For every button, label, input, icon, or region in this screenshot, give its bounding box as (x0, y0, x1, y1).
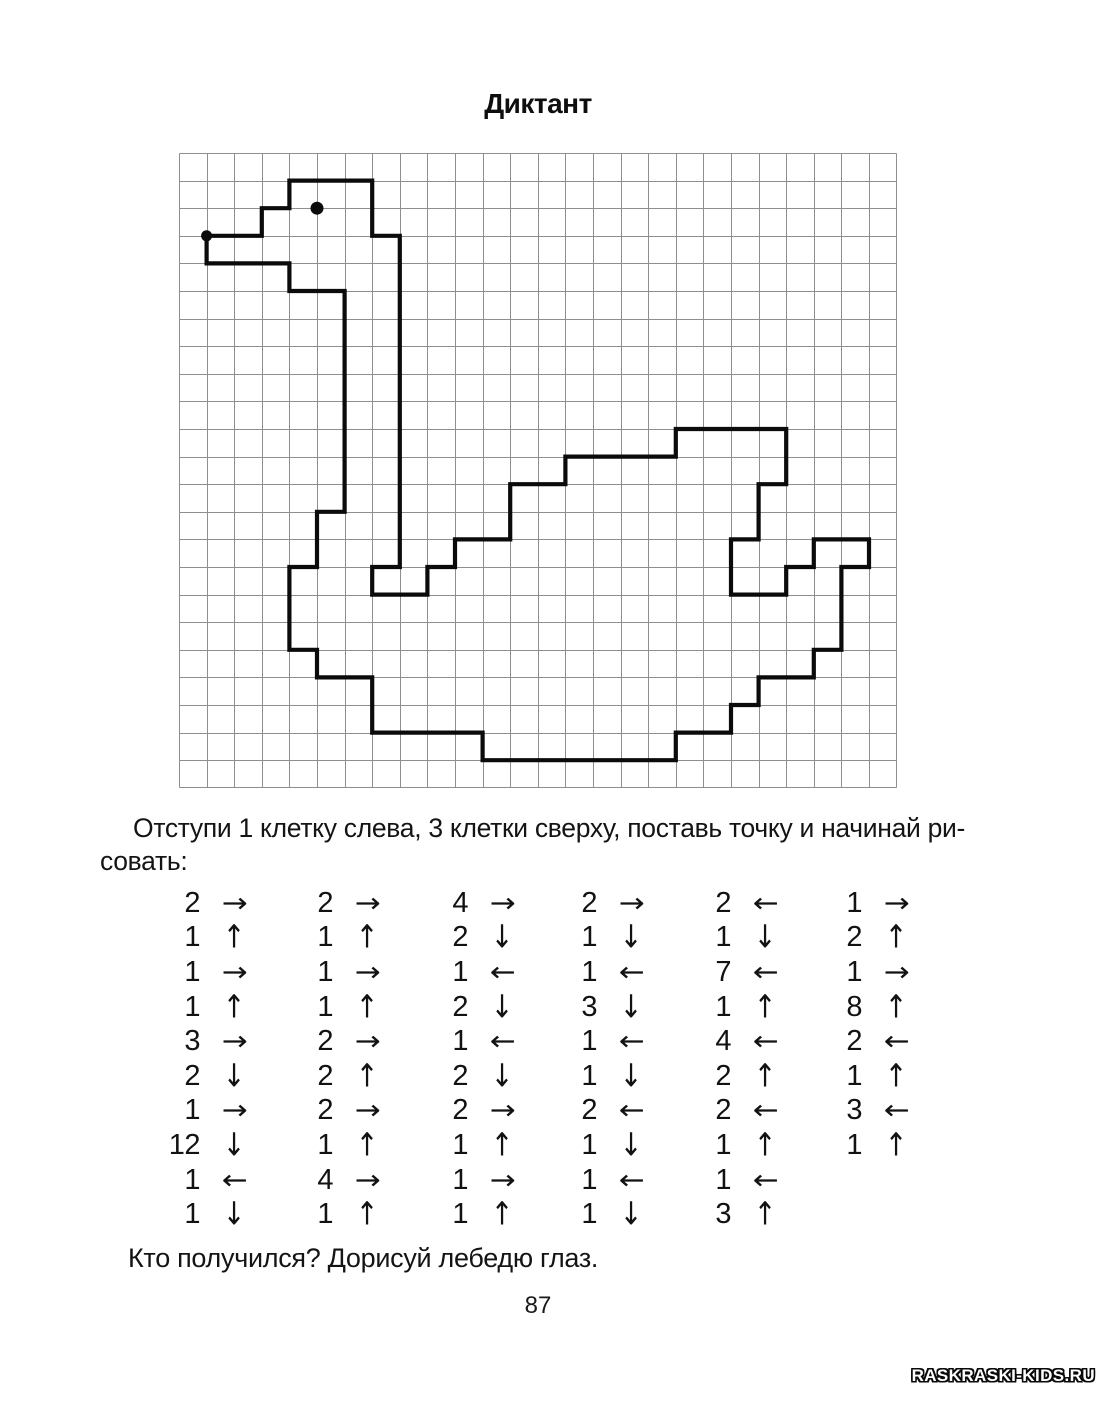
step-row (416, 886, 526, 921)
step-count: 1 (184, 1094, 200, 1127)
arrow-right-icon: → (883, 887, 910, 919)
arrow-up-icon: ↑ (355, 1057, 379, 1095)
arrow-up-icon: ↑ (753, 1057, 777, 1095)
step-row (148, 1024, 258, 1059)
instruction-text (100, 812, 965, 878)
step-count: 2 (581, 886, 597, 919)
step-count: 4 (452, 886, 468, 919)
arrow-up-icon: ↑ (490, 1127, 514, 1164)
step-count: 1 (715, 1128, 731, 1161)
step-row (679, 1094, 789, 1129)
arrow-down-icon: ↓ (490, 988, 514, 1026)
step-count: 3 (846, 1094, 862, 1127)
step-row (416, 1024, 526, 1059)
step-row (281, 1163, 391, 1198)
step-count: 2 (581, 1094, 597, 1127)
step-row (281, 921, 391, 956)
watermark: RASKRASKI-KIDS.RU (911, 1366, 1095, 1385)
arrow-up-icon: ↑ (222, 919, 246, 957)
arrow-left-icon: ← (752, 887, 779, 919)
arrow-left-icon: ← (752, 1095, 779, 1127)
step-count: 2 (715, 886, 731, 919)
step-count: 3 (184, 1025, 200, 1058)
step-row (545, 990, 655, 1025)
arrow-right-icon: → (221, 956, 248, 988)
arrow-up-icon: ↑ (753, 1127, 777, 1164)
step-row (545, 1024, 655, 1059)
step-count: 1 (184, 990, 200, 1023)
arrow-up-icon: ↑ (490, 1196, 514, 1233)
arrow-left-icon: ← (618, 1095, 645, 1127)
steps-column-2 (281, 886, 391, 1232)
arrow-right-icon: → (618, 887, 645, 919)
step-row (679, 955, 789, 990)
step-row (148, 955, 258, 990)
step-count: 8 (846, 990, 862, 1023)
steps-column-6 (810, 886, 920, 1163)
step-count: 1 (715, 1163, 731, 1196)
step-count: 2 (317, 1025, 333, 1058)
step-row (148, 1059, 258, 1094)
step-count: 2 (317, 1059, 333, 1092)
step-row (545, 1128, 655, 1163)
step-row (679, 1128, 789, 1163)
arrow-right-icon: → (354, 956, 381, 988)
step-count: 2 (846, 1025, 862, 1058)
step-row (810, 990, 920, 1025)
arrow-down-icon: ↓ (490, 919, 514, 957)
arrow-down-icon: ↓ (619, 919, 643, 957)
step-row (416, 1094, 526, 1129)
steps-column-4 (545, 886, 655, 1232)
arrow-down-icon: ↓ (619, 1057, 643, 1095)
step-count: 1 (581, 921, 597, 954)
step-count: 4 (715, 1025, 731, 1058)
step-row (148, 886, 258, 921)
step-row (679, 921, 789, 956)
arrow-down-icon: ↓ (619, 1127, 643, 1164)
arrow-down-icon: ↓ (490, 1057, 514, 1095)
steps-table (0, 886, 1100, 1233)
step-count: 3 (581, 990, 597, 1023)
step-row (281, 955, 391, 990)
arrow-left-icon: ← (618, 1026, 645, 1058)
step-row (810, 1128, 920, 1163)
step-count: 7 (715, 955, 731, 988)
step-count: 1 (317, 1198, 333, 1231)
step-count: 1 (581, 955, 597, 988)
step-count: 1 (581, 1059, 597, 1092)
step-count: 1 (846, 1128, 862, 1161)
step-row (545, 921, 655, 956)
arrow-down-icon: ↓ (222, 1196, 246, 1233)
step-count: 1 (715, 990, 731, 1023)
step-count: 1 (452, 1025, 468, 1058)
step-count: 1 (184, 1163, 200, 1196)
step-row (545, 1059, 655, 1094)
eye-dot (311, 202, 324, 215)
arrow-right-icon: → (221, 1026, 248, 1058)
step-row (281, 1094, 391, 1129)
start-dot (201, 230, 212, 241)
instruction-line1: Отступи 1 клетку слева, 3 клетки сверху, поставь точку и начинай ри- (133, 813, 966, 843)
arrow-right-icon: → (489, 887, 516, 919)
step-count: 1 (581, 1163, 597, 1196)
step-row (679, 1059, 789, 1094)
step-row (545, 955, 655, 990)
step-count: 2 (715, 1059, 731, 1092)
step-count: 1 (184, 921, 200, 954)
step-count: 2 (317, 886, 333, 919)
step-count: 2 (452, 1094, 468, 1127)
step-count: 1 (452, 955, 468, 988)
step-row (810, 886, 920, 921)
arrow-left-icon: ← (883, 1026, 910, 1058)
step-row (148, 1128, 258, 1163)
instruction-line2: совать: (100, 846, 188, 876)
step-row (148, 1094, 258, 1129)
arrow-down-icon: ↓ (222, 1127, 246, 1164)
arrow-up-icon: ↑ (222, 988, 246, 1026)
step-row (810, 1024, 920, 1059)
step-count: 1 (581, 1025, 597, 1058)
step-count: 1 (846, 886, 862, 919)
arrow-left-icon: ← (489, 956, 516, 988)
step-row (810, 1094, 920, 1129)
arrow-up-icon: ↑ (884, 919, 908, 957)
step-row (416, 955, 526, 990)
arrow-left-icon: ← (618, 956, 645, 988)
arrow-right-icon: → (354, 887, 381, 919)
step-row (679, 1024, 789, 1059)
step-count: 2 (846, 921, 862, 954)
arrow-up-icon: ↑ (355, 1127, 379, 1164)
step-row (416, 1197, 526, 1232)
step-count: 2 (184, 886, 200, 919)
step-count: 2 (452, 921, 468, 954)
arrow-up-icon: ↑ (355, 1196, 379, 1233)
step-row (281, 1197, 391, 1232)
step-count: 2 (452, 1059, 468, 1092)
arrow-down-icon: ↓ (619, 988, 643, 1026)
step-row (545, 1197, 655, 1232)
step-count: 1 (317, 921, 333, 954)
step-row (679, 1197, 789, 1232)
question-text: Кто получился? Дорисуй лебедю глаз. (128, 1243, 599, 1273)
step-count: 1 (452, 1198, 468, 1231)
arrow-right-icon: → (221, 1095, 248, 1127)
arrow-right-icon: → (489, 1164, 516, 1196)
step-count: 1 (184, 955, 200, 988)
arrow-up-icon: ↑ (884, 1127, 908, 1164)
arrow-left-icon: ← (752, 1026, 779, 1058)
step-row (148, 921, 258, 956)
step-count: 1 (581, 1128, 597, 1161)
step-count: 1 (452, 1128, 468, 1161)
step-row (416, 1059, 526, 1094)
step-count: 2 (715, 1094, 731, 1127)
arrow-up-icon: ↑ (355, 988, 379, 1026)
arrow-up-icon: ↑ (884, 1057, 908, 1095)
step-row (281, 886, 391, 921)
step-count: 12 (168, 1128, 200, 1161)
arrow-left-icon: ← (752, 956, 779, 988)
steps-column-5 (679, 886, 789, 1232)
arrow-left-icon: ← (221, 1164, 248, 1196)
step-row (810, 1059, 920, 1094)
step-row (810, 921, 920, 956)
arrow-up-icon: ↑ (884, 988, 908, 1026)
arrow-down-icon: ↓ (753, 919, 777, 957)
arrow-up-icon: ↑ (355, 919, 379, 957)
swan-figure-grid (179, 153, 897, 788)
step-row (545, 1094, 655, 1129)
step-count: 1 (317, 955, 333, 988)
arrow-right-icon: → (354, 1095, 381, 1127)
step-count: 1 (452, 1163, 468, 1196)
arrow-left-icon: ← (489, 1026, 516, 1058)
step-count: 1 (715, 921, 731, 954)
step-row (810, 955, 920, 990)
arrow-left-icon: ← (618, 1164, 645, 1196)
step-row (545, 886, 655, 921)
step-row (148, 990, 258, 1025)
step-count: 2 (452, 990, 468, 1023)
arrow-right-icon: → (354, 1026, 381, 1058)
step-count: 2 (184, 1059, 200, 1092)
step-count: 1 (317, 1128, 333, 1161)
step-count: 1 (846, 1059, 862, 1092)
step-row (281, 990, 391, 1025)
arrow-up-icon: ↑ (753, 988, 777, 1026)
arrow-up-icon: ↑ (753, 1196, 777, 1233)
steps-column-3 (416, 886, 526, 1232)
step-row (148, 1163, 258, 1198)
step-row (416, 921, 526, 956)
arrow-down-icon: ↓ (619, 1196, 643, 1233)
step-row (679, 886, 789, 921)
step-row (148, 1197, 258, 1232)
swan-outline (207, 181, 869, 761)
step-row (281, 1128, 391, 1163)
step-count: 1 (184, 1198, 200, 1231)
arrow-left-icon: ← (752, 1164, 779, 1196)
arrow-down-icon: ↓ (222, 1057, 246, 1095)
arrow-right-icon: → (354, 1164, 381, 1196)
step-count: 4 (317, 1163, 333, 1196)
arrow-left-icon: ← (883, 1095, 910, 1127)
steps-column-1 (148, 886, 258, 1232)
step-count: 2 (317, 1094, 333, 1127)
dictation-grid (179, 153, 897, 788)
arrow-right-icon: → (489, 1095, 516, 1127)
step-row (545, 1163, 655, 1198)
page-title: Диктант (484, 88, 592, 119)
page-number: 87 (524, 1292, 552, 1319)
arrow-right-icon: → (883, 956, 910, 988)
step-count: 1 (581, 1198, 597, 1231)
step-count: 3 (715, 1198, 731, 1231)
arrow-right-icon: → (221, 887, 248, 919)
step-row (416, 990, 526, 1025)
step-row (679, 990, 789, 1025)
step-row (281, 1024, 391, 1059)
step-count: 1 (317, 990, 333, 1023)
step-row (679, 1163, 789, 1198)
step-row (416, 1163, 526, 1198)
step-row (281, 1059, 391, 1094)
step-count: 1 (846, 955, 862, 988)
step-row (416, 1128, 526, 1163)
